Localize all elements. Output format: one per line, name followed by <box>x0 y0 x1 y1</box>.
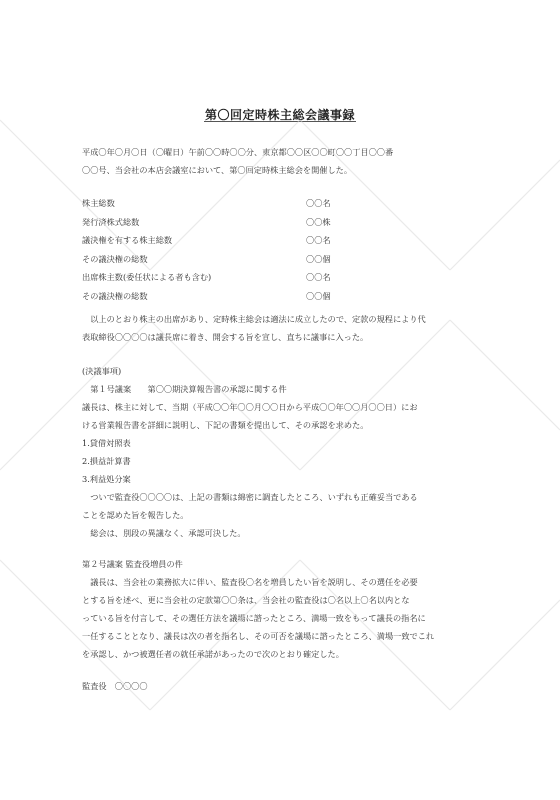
stat-row <box>82 287 382 306</box>
stat-label: その議決権の総数 <box>82 253 148 264</box>
auditor-line <box>82 677 482 695</box>
stat-row <box>82 231 382 250</box>
intro-paragraph <box>82 143 482 179</box>
quorum-paragraph <box>82 310 482 346</box>
proposal-2-body-line: 一任することとなり、議長は次の者を指名し、その可否を議場に諮ったところ、満場一致でこれ <box>82 631 435 641</box>
proposal-2-heading: 第２号議案 監査役増員の件 <box>82 559 183 569</box>
proposal-2-section <box>82 555 482 663</box>
proposal-1-after-line: 総会は、別段の異議なく、承認可決した。 <box>82 528 246 538</box>
stat-value: 〇〇名 <box>306 198 331 208</box>
stat-label: その議決権の総数 <box>82 290 148 301</box>
stat-row <box>82 194 382 213</box>
stat-value: 〇〇名 <box>306 235 331 245</box>
document-title: 第〇回定時株主総会議事録 <box>204 108 355 122</box>
intro-line: 〇〇号、当会社の本店会議室において、第〇回定時株主総会を開催した。 <box>82 165 353 175</box>
proposal-1-item: 2.損益計算書 <box>82 456 131 466</box>
quorum-line: 以上のとおり株主の出席があり、定時株主総会は適法に成立したので、定款の規程により代 <box>82 314 426 324</box>
proposal-1-section <box>82 362 482 542</box>
proposal-1-item: 3.利益処分案 <box>82 474 131 484</box>
proposal-2-body-line: っている旨を付言して、その選任方法を議場に諮ったところ、満場一致をもって議長の指名に <box>82 613 426 623</box>
stat-row <box>82 268 382 287</box>
stat-label: 議決権を有する株主総数 <box>82 235 173 245</box>
stat-label: 株主総数 <box>82 198 115 208</box>
proposal-2-body-line: とする旨を述べ、更に当会社の定款第〇〇条は、当会社の監査役は〇名以上〇名以内とな <box>82 595 410 605</box>
stat-label: 出席株主数(委任状による者も含む) <box>82 272 212 282</box>
quorum-line: 表取締役〇〇〇〇は議長席に着き、開会する旨を宣し、直ちに議事に入った。 <box>82 332 369 342</box>
stat-value: 〇〇個 <box>306 290 331 301</box>
proposal-1-item: 1.貸借対照表 <box>82 438 131 448</box>
stat-value: 〇〇個 <box>306 253 331 264</box>
auditor-name: 監査役 〇〇〇〇 <box>82 681 148 691</box>
shareholder-stats <box>82 194 382 305</box>
proposal-1-body-line: 議長は、株主に対して、当期（平成〇〇年〇〇月〇〇日から平成〇〇年〇〇月〇〇日）にお <box>82 402 418 412</box>
proposal-1-body-line: ける営業報告書を詳細に説明し、下記の書類を提出して、その承認を求めた。 <box>82 420 369 430</box>
proposal-1-heading: 第１号議案 第〇〇期決算報告書の承認に関する件 <box>82 384 287 394</box>
stat-row <box>82 250 382 269</box>
title-underline <box>204 121 356 122</box>
stat-value: 〇〇株 <box>306 216 331 227</box>
resolutions-heading: (決議事項) <box>82 366 122 376</box>
proposal-1-after-line: ついで監査役〇〇〇〇は、上記の書類は綿密に調査したところ、いずれも正確妥当である <box>82 492 418 502</box>
stat-value: 〇〇名 <box>306 272 331 282</box>
stat-label: 発行済株式総数 <box>82 216 140 227</box>
proposal-2-body-line: を承認し、かつ被選任者の就任承諾があったので次のとおり確定した。 <box>82 649 344 659</box>
stat-row <box>82 213 382 232</box>
proposal-1-after-line: ことを認めた旨を報告した。 <box>82 510 189 520</box>
intro-line: 平成〇年〇月〇日（〇曜日）午前〇〇時〇〇分、東京都〇〇区〇〇町〇〇丁目〇〇番 <box>82 147 394 157</box>
proposal-2-body-line: 議長は、当会社の業務拡大に伴い、監査役〇名を増員したい旨を説明し、その選任を必要 <box>82 577 418 587</box>
